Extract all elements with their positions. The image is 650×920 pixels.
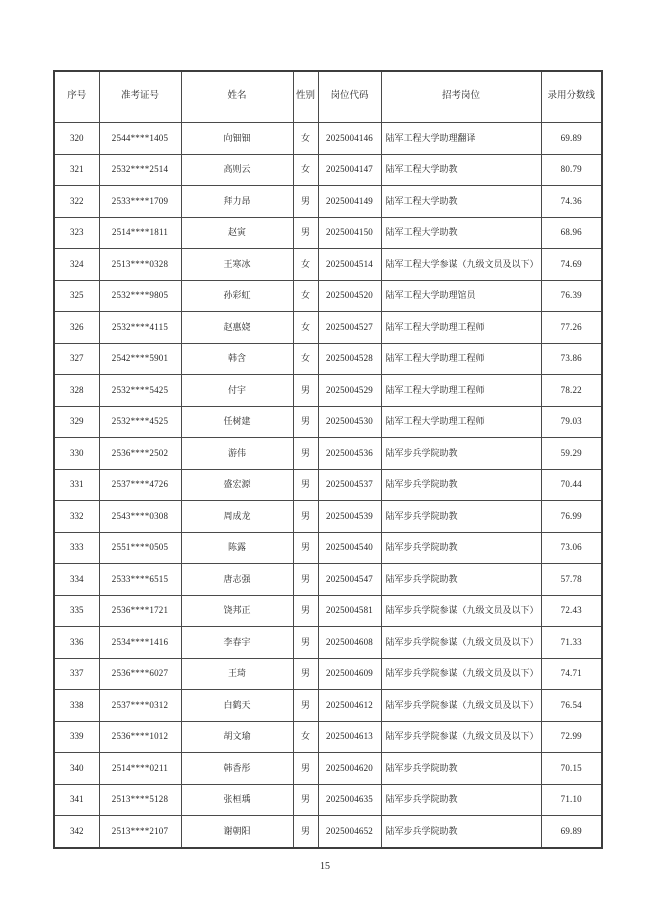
cell-job-code: 2025004613 [318,721,381,753]
cell-job-title: 陆军工程大学助教 [381,217,541,249]
cell-job-title: 陆军步兵学院参谋（九级文员及以下） [381,658,541,690]
cell-score: 69.89 [541,123,602,155]
cell-serial: 329 [54,406,99,438]
cell-serial: 328 [54,375,99,407]
cell-exam-no: 2536****1721 [99,595,181,627]
cell-exam-no: 2532****4115 [99,312,181,344]
cell-serial: 335 [54,595,99,627]
cell-name: 韩香彤 [181,753,293,785]
cell-score: 73.86 [541,343,602,375]
cell-name: 王琦 [181,658,293,690]
cell-serial: 320 [54,123,99,155]
cell-serial: 324 [54,249,99,281]
cell-score: 76.39 [541,280,602,312]
cell-score: 70.44 [541,469,602,501]
cell-job-code: 2025004608 [318,627,381,659]
cell-job-title: 陆军工程大学助理馆员 [381,280,541,312]
cell-serial: 342 [54,816,99,848]
cell-exam-no: 2537****0312 [99,690,181,722]
cell-job-code: 2025004609 [318,658,381,690]
cell-job-code: 2025004547 [318,564,381,596]
cell-gender: 女 [293,123,318,155]
cell-score: 78.22 [541,375,602,407]
cell-job-title: 陆军步兵学院助教 [381,438,541,470]
cell-gender: 男 [293,406,318,438]
cell-gender: 男 [293,564,318,596]
cell-job-title: 陆军工程大学助理工程师 [381,312,541,344]
cell-gender: 男 [293,784,318,816]
cell-exam-no: 2513****0328 [99,249,181,281]
table-row [54,123,602,155]
cell-serial: 336 [54,627,99,659]
table-row [54,753,602,785]
cell-job-code: 2025004620 [318,753,381,785]
table-row [54,280,602,312]
cell-job-code: 2025004612 [318,690,381,722]
cell-serial: 332 [54,501,99,533]
column-header-name: 姓名 [181,71,293,123]
cell-exam-no: 2537****4726 [99,469,181,501]
cell-exam-no: 2513****5128 [99,784,181,816]
cell-exam-no: 2514****0211 [99,753,181,785]
admission-score-table [53,70,603,849]
cell-gender: 男 [293,438,318,470]
cell-job-title: 陆军步兵学院助教 [381,753,541,785]
table-row [54,249,602,281]
cell-name: 白鹤天 [181,690,293,722]
cell-name: 李春宇 [181,627,293,659]
cell-job-title: 陆军工程大学助理工程师 [381,343,541,375]
cell-exam-no: 2532****5425 [99,375,181,407]
cell-gender: 男 [293,753,318,785]
cell-gender: 女 [293,312,318,344]
cell-exam-no: 2543****0308 [99,501,181,533]
cell-gender: 男 [293,186,318,218]
cell-serial: 337 [54,658,99,690]
cell-exam-no: 2536****1012 [99,721,181,753]
table-row [54,186,602,218]
cell-score: 74.36 [541,186,602,218]
cell-job-code: 2025004530 [318,406,381,438]
table-row [54,627,602,659]
table-row [54,406,602,438]
column-header-score: 录用分数线 [541,71,602,123]
cell-exam-no: 2544****1405 [99,123,181,155]
column-header-serial: 序号 [54,71,99,123]
cell-job-title: 陆军步兵学院助教 [381,469,541,501]
cell-gender: 男 [293,627,318,659]
cell-score: 74.69 [541,249,602,281]
column-header-job-title: 招考岗位 [381,71,541,123]
cell-job-title: 陆军工程大学助教 [381,186,541,218]
cell-name: 赵寅 [181,217,293,249]
cell-score: 77.26 [541,312,602,344]
cell-serial: 338 [54,690,99,722]
cell-serial: 322 [54,186,99,218]
cell-job-code: 2025004539 [318,501,381,533]
cell-score: 69.89 [541,816,602,848]
cell-name: 饶邦正 [181,595,293,627]
table-row [54,658,602,690]
cell-score: 79.03 [541,406,602,438]
cell-score: 68.96 [541,217,602,249]
cell-score: 74.71 [541,658,602,690]
cell-name: 孙彩虹 [181,280,293,312]
cell-name: 赵惠娆 [181,312,293,344]
cell-job-title: 陆军工程大学助教 [381,154,541,186]
cell-job-title: 陆军步兵学院助教 [381,501,541,533]
cell-gender: 女 [293,249,318,281]
cell-job-code: 2025004149 [318,186,381,218]
cell-job-code: 2025004514 [318,249,381,281]
table-row [54,690,602,722]
page-number: 15 [320,861,330,872]
cell-name: 向钿钿 [181,123,293,155]
cell-score: 59.29 [541,438,602,470]
cell-gender: 女 [293,343,318,375]
table-row [54,721,602,753]
cell-score: 70.15 [541,753,602,785]
cell-job-title: 陆军步兵学院参谋（九级文员及以下） [381,627,541,659]
cell-serial: 333 [54,532,99,564]
cell-job-code: 2025004147 [318,154,381,186]
cell-job-title: 陆军工程大学参谋（九级文员及以下） [381,249,541,281]
table-row [54,532,602,564]
column-header-gender: 性别 [293,71,318,123]
cell-name: 拜力昂 [181,186,293,218]
cell-serial: 325 [54,280,99,312]
cell-job-code: 2025004520 [318,280,381,312]
cell-job-code: 2025004540 [318,532,381,564]
cell-name: 唐志强 [181,564,293,596]
cell-score: 72.99 [541,721,602,753]
cell-job-code: 2025004528 [318,343,381,375]
cell-exam-no: 2532****9805 [99,280,181,312]
cell-serial: 330 [54,438,99,470]
cell-gender: 女 [293,721,318,753]
table-row [54,343,602,375]
cell-exam-no: 2533****6515 [99,564,181,596]
cell-gender: 男 [293,532,318,564]
cell-serial: 341 [54,784,99,816]
cell-name: 游伟 [181,438,293,470]
table-row [54,469,602,501]
cell-job-code: 2025004150 [318,217,381,249]
cell-name: 韩含 [181,343,293,375]
cell-serial: 340 [54,753,99,785]
cell-name: 高则云 [181,154,293,186]
table-row [54,784,602,816]
cell-serial: 326 [54,312,99,344]
cell-job-title: 陆军步兵学院参谋（九级文员及以下） [381,690,541,722]
cell-name: 张桓瑀 [181,784,293,816]
cell-name: 王寒冰 [181,249,293,281]
cell-job-code: 2025004581 [318,595,381,627]
cell-job-title: 陆军步兵学院助教 [381,784,541,816]
table-row [54,816,602,848]
cell-job-code: 2025004536 [318,438,381,470]
table-row [54,312,602,344]
table-row [54,154,602,186]
cell-score: 71.33 [541,627,602,659]
cell-score: 80.79 [541,154,602,186]
table-header-row [54,71,602,123]
cell-gender: 男 [293,469,318,501]
table-row [54,217,602,249]
cell-score: 76.99 [541,501,602,533]
column-header-job-code: 岗位代码 [318,71,381,123]
cell-gender: 女 [293,280,318,312]
cell-serial: 323 [54,217,99,249]
table-row [54,501,602,533]
cell-name: 盛宏源 [181,469,293,501]
cell-exam-no: 2542****5901 [99,343,181,375]
cell-serial: 334 [54,564,99,596]
cell-score: 76.54 [541,690,602,722]
cell-job-title: 陆军步兵学院助教 [381,564,541,596]
cell-gender: 男 [293,816,318,848]
cell-serial: 327 [54,343,99,375]
cell-name: 周成龙 [181,501,293,533]
cell-job-code: 2025004529 [318,375,381,407]
cell-name: 任树建 [181,406,293,438]
cell-exam-no: 2551****0505 [99,532,181,564]
cell-exam-no: 2513****2107 [99,816,181,848]
table-body [54,123,602,848]
cell-exam-no: 2534****1416 [99,627,181,659]
cell-job-code: 2025004146 [318,123,381,155]
cell-serial: 339 [54,721,99,753]
cell-job-title: 陆军步兵学院参谋（九级文员及以下） [381,595,541,627]
cell-gender: 男 [293,658,318,690]
column-header-exam-no: 准考证号 [99,71,181,123]
cell-job-code: 2025004527 [318,312,381,344]
cell-gender: 男 [293,217,318,249]
cell-exam-no: 2532****2514 [99,154,181,186]
cell-exam-no: 2536****6027 [99,658,181,690]
cell-name: 陈露 [181,532,293,564]
cell-score: 72.43 [541,595,602,627]
table-row [54,438,602,470]
cell-gender: 女 [293,154,318,186]
cell-job-title: 陆军工程大学助理工程师 [381,375,541,407]
cell-job-title: 陆军步兵学院助教 [381,532,541,564]
cell-score: 73.06 [541,532,602,564]
table-row [54,564,602,596]
cell-exam-no: 2536****2502 [99,438,181,470]
cell-name: 谢朝阳 [181,816,293,848]
cell-job-code: 2025004635 [318,784,381,816]
cell-exam-no: 2532****4525 [99,406,181,438]
cell-job-code: 2025004652 [318,816,381,848]
cell-job-title: 陆军工程大学助理工程师 [381,406,541,438]
cell-job-title: 陆军步兵学院参谋（九级文员及以下） [381,721,541,753]
cell-name: 胡文瑜 [181,721,293,753]
cell-name: 付宇 [181,375,293,407]
cell-exam-no: 2533****1709 [99,186,181,218]
cell-serial: 321 [54,154,99,186]
cell-serial: 331 [54,469,99,501]
cell-exam-no: 2514****1811 [99,217,181,249]
cell-gender: 男 [293,690,318,722]
cell-score: 57.78 [541,564,602,596]
cell-gender: 男 [293,375,318,407]
cell-job-title: 陆军工程大学助理翻译 [381,123,541,155]
cell-job-title: 陆军步兵学院助教 [381,816,541,848]
cell-gender: 男 [293,501,318,533]
cell-gender: 男 [293,595,318,627]
table-row [54,375,602,407]
cell-score: 71.10 [541,784,602,816]
table-row [54,595,602,627]
cell-job-code: 2025004537 [318,469,381,501]
